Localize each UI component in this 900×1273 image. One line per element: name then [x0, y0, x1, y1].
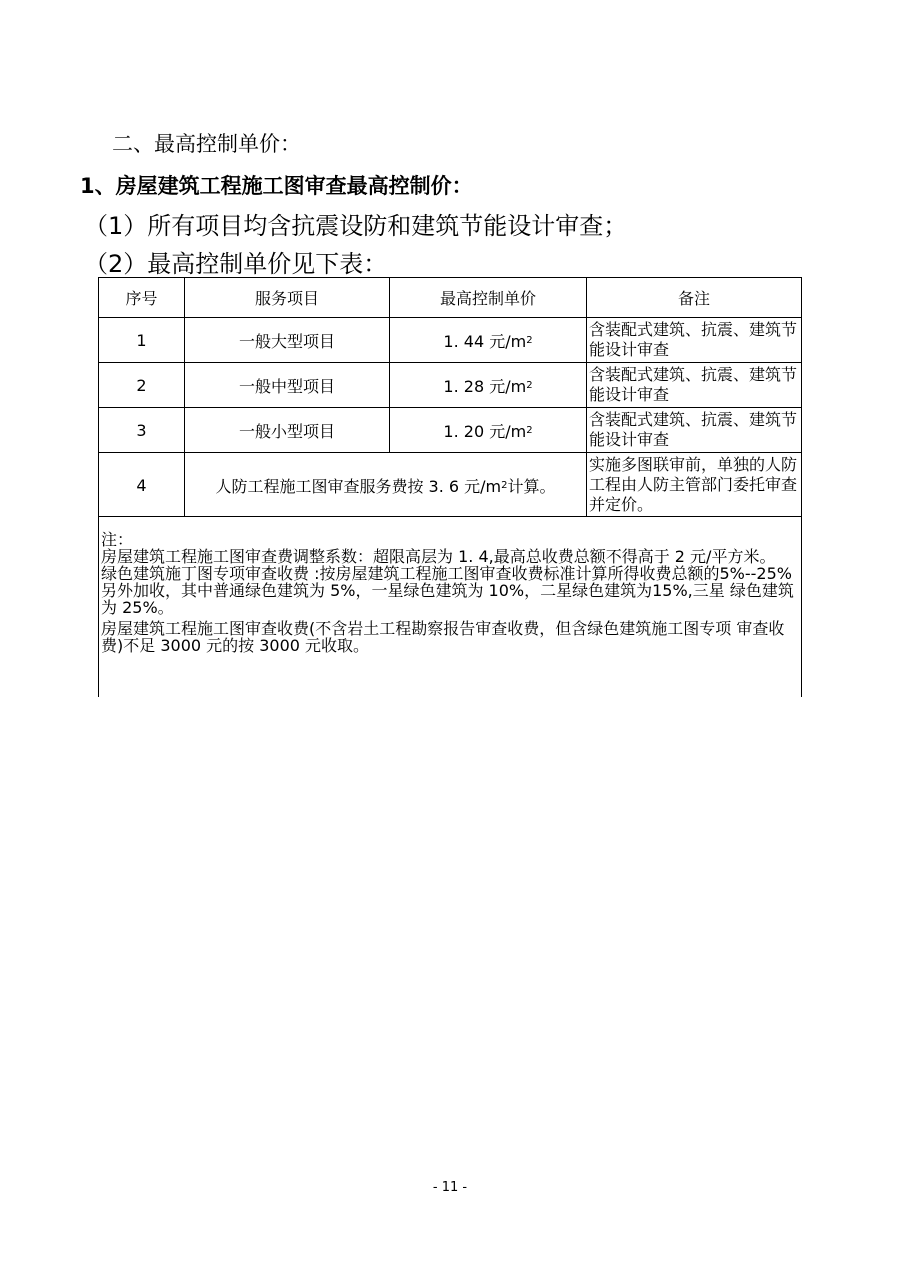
cell-item: 一般小型项目 [185, 408, 390, 452]
page-number: - 11 - [432, 1180, 468, 1195]
price-value: 1. 20 元/m [443, 421, 527, 441]
cell-no: 2 [99, 363, 185, 407]
price-unit-sup: 2 [526, 334, 533, 346]
price-value: 1. 28 元/m [443, 376, 527, 396]
price-value: 1. 44 元/m [443, 331, 527, 351]
notes-box [98, 517, 802, 697]
merged-text-post: 计算。 [507, 476, 556, 496]
merged-text-pre: 人防工程施工图审查服务费按 3. 6 元/m [215, 476, 502, 496]
cell-no: 1 [99, 318, 185, 362]
notes-label: 注： [101, 530, 134, 549]
table-row [99, 318, 801, 363]
price-unit-sup: 2 [526, 379, 533, 391]
note-line-1: 房屋建筑工程施工图审查费调整系数：超限高层为 1. 4,最高总收费总额不得高于 2 元/平方米。 [101, 547, 776, 566]
table-row [99, 363, 801, 408]
price-table [98, 277, 802, 517]
item-1-text: （1）所有项目均含抗震设防和建筑节能设计审查； [84, 212, 628, 240]
cell-item: 一般中型项目 [185, 363, 390, 407]
merged-unit-sup: 2 [501, 479, 508, 491]
cell-price [390, 408, 587, 452]
cell-no: 3 [99, 408, 185, 452]
cell-price [390, 363, 587, 407]
note-line-3: 房屋建筑工程施工图审查收费(不含岩土工程勘察报告审查收费，但含绿色建筑施工图专项 审查收费)不足 3000 元的按 3000 元收取。 [101, 619, 785, 655]
cell-merged-item [185, 453, 587, 517]
cell-remark: 含装配式建筑、抗震、建筑节能设计审查 [589, 365, 798, 404]
header-no: 序号 [99, 278, 185, 317]
header-remark: 备注 [677, 289, 710, 308]
section-heading: 二、最高控制单价： [112, 132, 301, 156]
header-price: 最高控制单价 [390, 278, 587, 317]
header-item: 服务项目 [185, 278, 390, 317]
cell-remark: 含装配式建筑、抗震、建筑节能设计审查 [589, 410, 798, 449]
cell-item: 一般大型项目 [185, 318, 390, 362]
subsection-heading: 1、房屋建筑工程施工图审查最高控制价： [80, 174, 473, 198]
table-row [99, 408, 801, 453]
item-2-text: （2）最高控制单价见下表： [84, 250, 388, 278]
cell-no: 4 [99, 453, 185, 517]
cell-remark: 实施多图联审前，单独的人防工程由人防主管部门委托审查并定价。 [589, 455, 798, 514]
cell-remark: 含装配式建筑、抗震、建筑节能设计审查 [589, 320, 798, 359]
price-unit-sup: 2 [526, 424, 533, 436]
table-header-row [99, 278, 801, 318]
note-line-2: 绿色建筑施丁图专项审查收费 :按房屋建筑工程施工图审查收费标准计算所得收费总额的5%--25%另外加收，其中普通绿色建筑为 5%，一星绿色建筑为 10%，二星绿色建筑为15%,三星 绿色建筑为 25%。 [101, 564, 794, 617]
cell-price [390, 318, 587, 362]
table-row [99, 453, 801, 517]
